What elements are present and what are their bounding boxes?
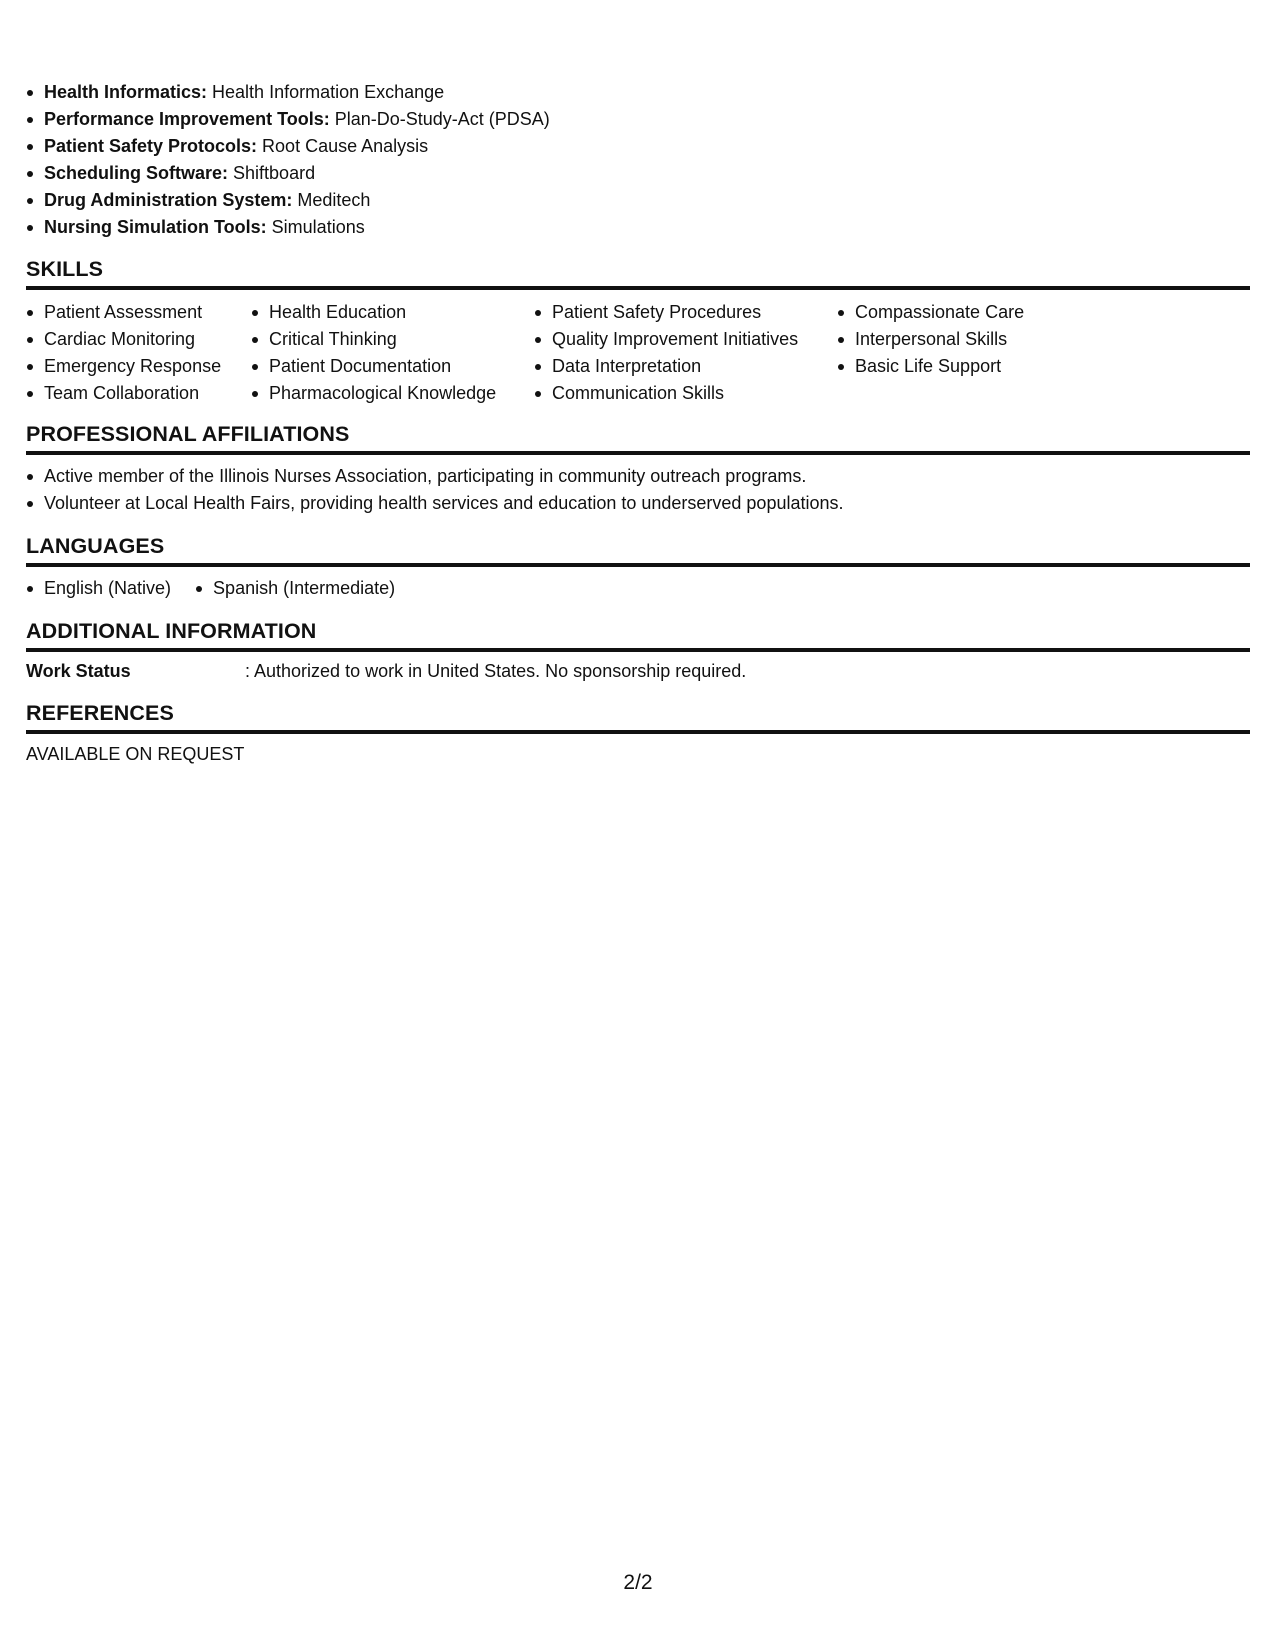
tools-list-item <box>26 187 550 214</box>
tool-value: Health Information Exchange <box>207 82 445 102</box>
languages-heading: LANGUAGES <box>26 533 1250 567</box>
work-status-label: Work Status <box>26 661 131 681</box>
references-heading: REFERENCES <box>26 700 1250 734</box>
additional-info-heading: ADDITIONAL INFORMATION <box>26 618 1250 652</box>
tool-label: Health Informatics: <box>44 82 208 102</box>
skills-column-4 <box>837 299 1024 380</box>
affiliation-item: Volunteer at Local Health Fairs, providing health services and education to underserved populations. <box>26 490 844 517</box>
skill-item: Patient Assessment <box>26 299 221 326</box>
skill-item: Emergency Response <box>26 353 221 380</box>
tool-label: Drug Administration System: <box>44 190 293 210</box>
skill-item: Compassionate Care <box>837 299 1024 326</box>
tools-list-item <box>26 79 550 106</box>
tool-label: Nursing Simulation Tools: <box>44 217 267 237</box>
skill-item: Quality Improvement Initiatives <box>534 326 798 353</box>
skill-item: Communication Skills <box>534 380 798 407</box>
tool-value: Meditech <box>292 190 371 210</box>
skill-item: Critical Thinking <box>251 326 496 353</box>
language-item: Spanish (Intermediate) <box>195 575 395 602</box>
work-status-row <box>26 659 1250 683</box>
skill-item: Basic Life Support <box>837 353 1024 380</box>
tools-list-item <box>26 133 550 160</box>
languages-list <box>26 575 419 602</box>
tool-value: Root Cause Analysis <box>257 136 429 156</box>
skill-item: Team Collaboration <box>26 380 221 407</box>
tool-label: Performance Improvement Tools: <box>44 109 330 129</box>
skills-column-2 <box>251 299 496 407</box>
tools-list <box>26 79 550 241</box>
skills-heading: SKILLS <box>26 256 1250 290</box>
tools-list-item <box>26 106 550 133</box>
tool-value: Simulations <box>266 217 365 237</box>
skill-item: Patient Safety Procedures <box>534 299 798 326</box>
skill-item: Cardiac Monitoring <box>26 326 221 353</box>
skill-item: Pharmacological Knowledge <box>251 380 496 407</box>
affiliation-item: Active member of the Illinois Nurses Association, participating in community outreach programs. <box>26 463 844 490</box>
tools-list-item <box>26 214 550 241</box>
skill-item: Health Education <box>251 299 496 326</box>
tool-value: Shiftboard <box>228 163 316 183</box>
skill-item: Interpersonal Skills <box>837 326 1024 353</box>
page-number: 2/2 <box>623 1571 653 1594</box>
tool-label: Scheduling Software: <box>44 163 229 183</box>
resume-page <box>26 0 1250 1650</box>
language-item: English (Native) <box>26 575 171 602</box>
skills-column-3 <box>534 299 798 407</box>
tool-label: Patient Safety Protocols: <box>44 136 258 156</box>
tools-list-item <box>26 160 550 187</box>
skills-column-1 <box>26 299 221 407</box>
tool-value: Plan-Do-Study-Act (PDSA) <box>329 109 550 129</box>
references-text: AVAILABLE ON REQUEST <box>26 744 245 764</box>
skill-item: Data Interpretation <box>534 353 798 380</box>
affiliations-list <box>26 463 844 517</box>
work-status-value: : Authorized to work in United States. No sponsorship required. <box>245 661 747 681</box>
affiliations-heading: PROFESSIONAL AFFILIATIONS <box>26 421 1250 455</box>
skill-item: Patient Documentation <box>251 353 496 380</box>
